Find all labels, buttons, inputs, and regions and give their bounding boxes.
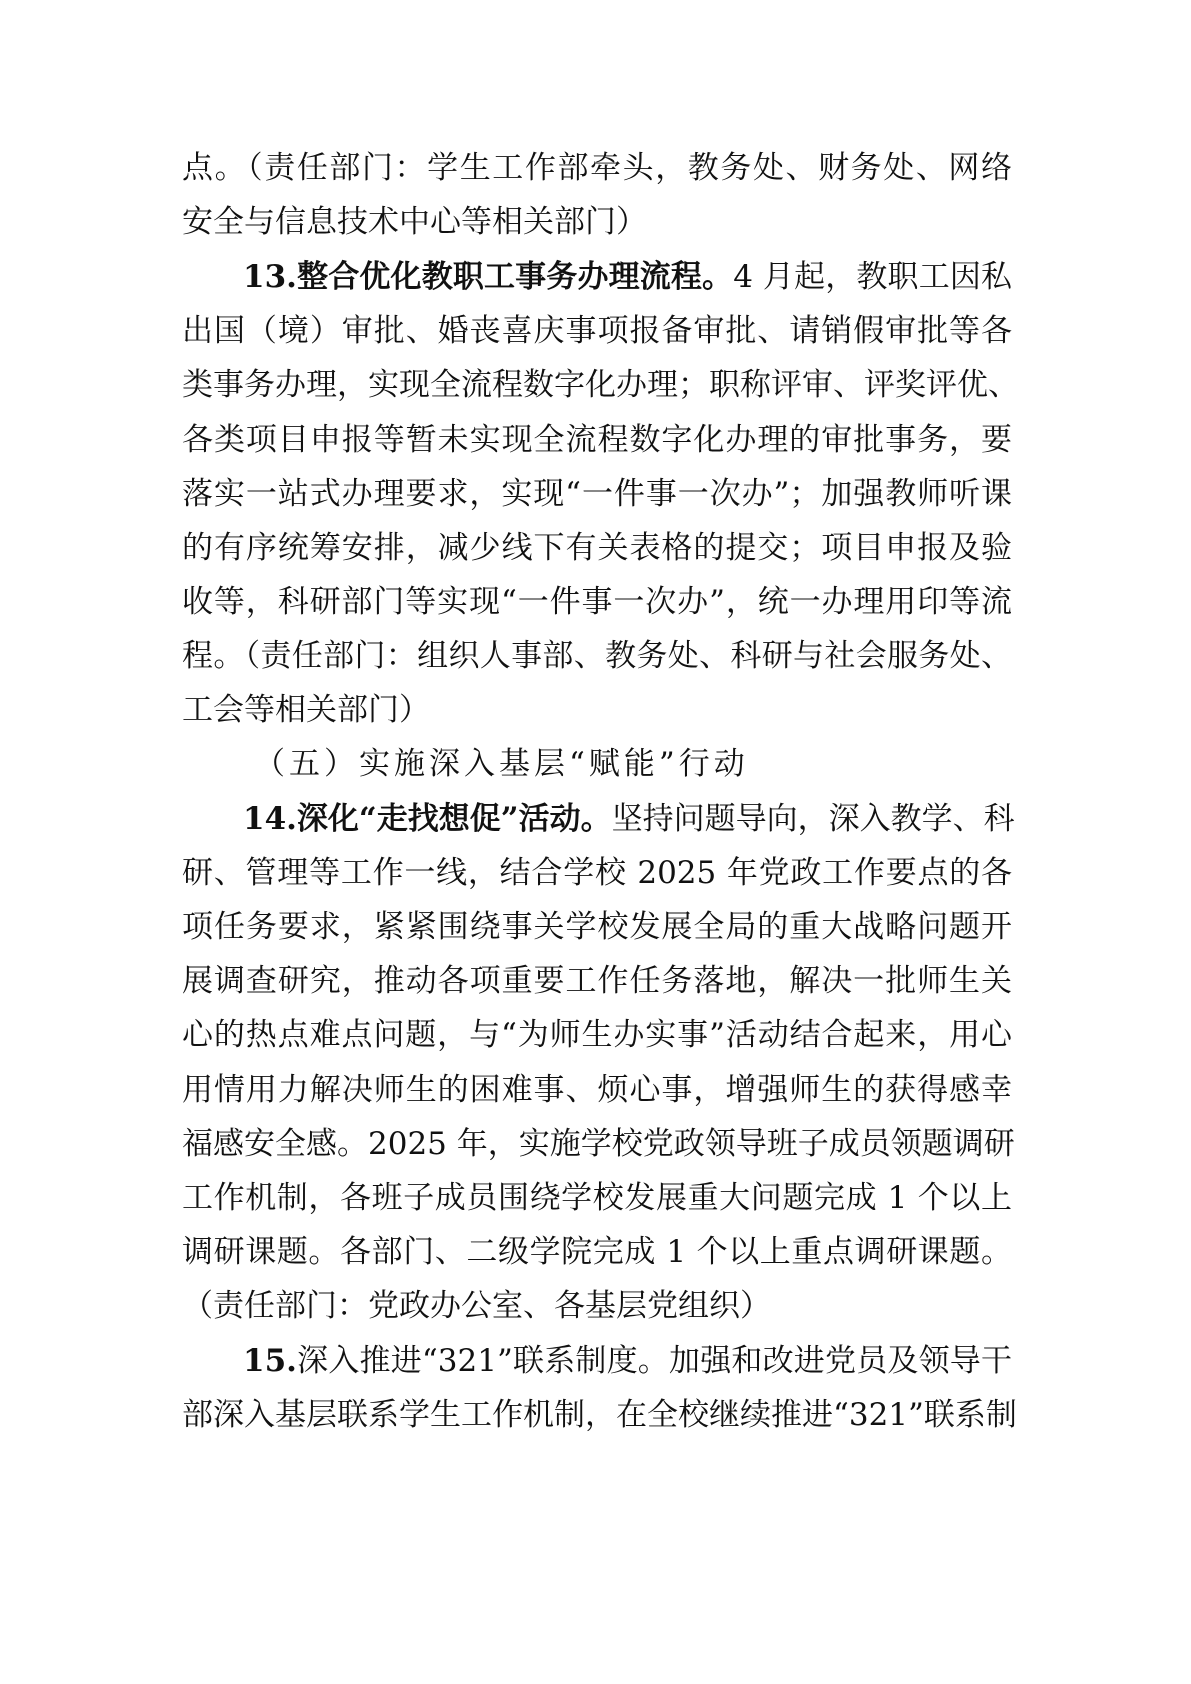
item-13-heading: 13.整合优化教职工事务办理流程。	[243, 259, 734, 295]
body-line: 收等，科研部门等实现“一件事一次办”，统一办理用印等流	[182, 584, 1012, 620]
item-15-number: 15.	[243, 1343, 297, 1379]
item-14-title-line: 14.深化“走找想促”活动。坚持问题导向，深入教学、科	[243, 801, 1015, 837]
body-line: 各类项目申报等暂未实现全流程数字化办理的审批事务，要	[182, 422, 1012, 458]
body-line: 工作机制，各班子成员围绕学校发展重大问题完成 1 个以上	[182, 1180, 1012, 1216]
body-line: 安全与信息技术中心等相关部门）	[182, 204, 647, 240]
body-line: 工会等相关部门）	[182, 692, 430, 728]
body-line: 项任务要求，紧紧围绕事关学校发展全局的重大战略问题开	[182, 909, 1012, 945]
body-line: 点。（责任部门：学生工作部牵头，教务处、财务处、网络	[182, 150, 1012, 186]
body-line: 心的热点难点问题，与“为师生办实事”活动结合起来，用心	[182, 1017, 1012, 1053]
body-line: 展调查研究，推动各项重要工作任务落地，解决一批师生关	[182, 963, 1012, 999]
item-15-title-line: 15.深入推进“321”联系制度。加强和改进党员及领导干	[243, 1343, 1012, 1379]
body-line: 落实一站式办理要求，实现“一件事一次办”；加强教师听课	[182, 476, 1012, 512]
body-line: （责任部门：党政办公室、各基层党组织）	[182, 1288, 771, 1324]
item-13-title-line: 13.整合优化教职工事务办理流程。4 月起，教职工因私	[243, 259, 1012, 295]
body-line: 调研课题。各部门、二级学院完成 1 个以上重点调研课题。	[182, 1234, 1012, 1270]
item-14-heading: 14.深化“走找想促”活动。	[243, 801, 612, 837]
body-line: 用情用力解决师生的困难事、烦心事，增强师生的获得感幸	[182, 1072, 1012, 1108]
section-heading: （五）实施深入基层“赋能”行动	[254, 746, 749, 782]
body-line: 出国（境）审批、婚丧喜庆事项报备审批、请销假审批等各	[182, 313, 1012, 349]
body-line: 类事务办理，实现全流程数字化办理；职称评审、评奖评优、	[182, 367, 1019, 403]
body-line: 程。（责任部门：组织人事部、教务处、科研与社会服务处、	[182, 638, 1012, 674]
body-line: 福感安全感。2025 年，实施学校党政领导班子成员领题调研	[182, 1126, 1015, 1162]
body-line: 的有序统筹安排，减少线下有关表格的提交；项目申报及验	[182, 530, 1012, 566]
body-line: 部深入基层联系学生工作机制，在全校继续推进“321”联系制	[182, 1397, 1017, 1433]
body-line: 研、管理等工作一线，结合学校 2025 年党政工作要点的各	[182, 855, 1012, 891]
